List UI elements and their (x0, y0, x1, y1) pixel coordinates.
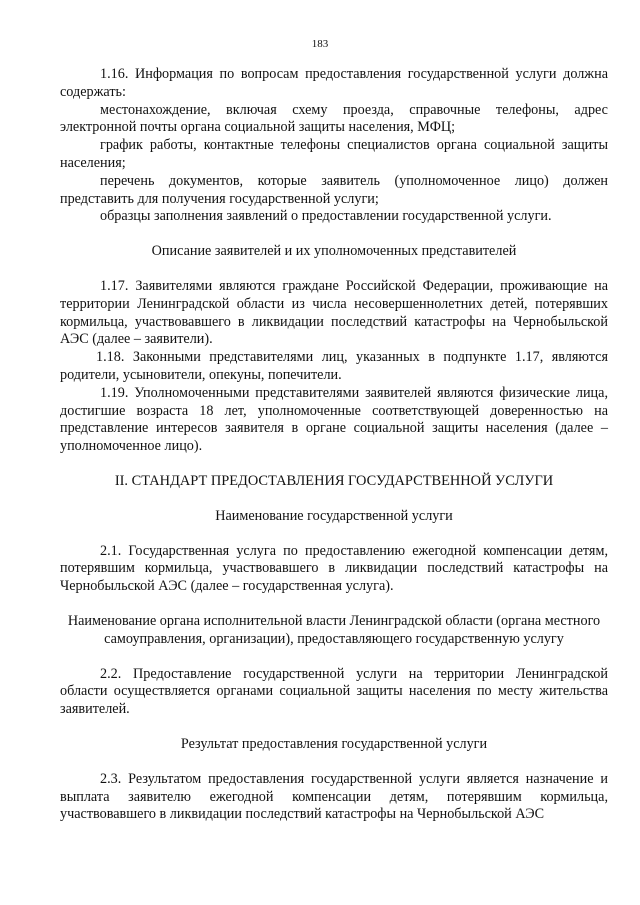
document-body (60, 66, 608, 824)
heading-authority: Наименование органа исполнительной власти Ленинградской области (органа местного самоуправления, организации), предоставляющего государственную услугу (67, 612, 601, 647)
paragraph-1-16-location: местонахождение, включая схему проезда, справочные телефоны, адрес электронной почты органа социальной защиты населения, МФЦ; (60, 101, 608, 136)
paragraph-2-1: 2.1. Государственная услуга по предоставлению ежегодной компенсации детям, потерявшим кормильца, участвовавшего в ликвидации последствий катастрофы на Чернобыльской АЭС (далее – государственная услуга). (60, 542, 608, 595)
page-number: 183 (311, 38, 329, 50)
heading-result: Результат предоставления государственной услуги (180, 735, 488, 752)
paragraph-1-16-documents: перечень документов, которые заявитель (уполномоченное лицо) должен представить для получения государственной услуги; (60, 172, 608, 207)
paragraph-1-17: 1.17. Заявителями являются граждане Российской Федерации, проживающие на территории Ленинградской области из числа несовершеннолетних детей, потерявших кормильца, участвовавшего в ликвидации последствий катастрофы на Чернобыльской АЭС (далее – заявители). (60, 277, 608, 348)
paragraph-1-16-schedule: график работы, контактные телефоны специалистов органа социальной защиты населения; (60, 137, 608, 171)
heading-service-name: Наименование государственной услуги (215, 507, 453, 524)
heading-applicants: Описание заявителей и их уполномоченных представителей (151, 243, 517, 260)
section-heading-2: II. СТАНДАРТ ПРЕДОСТАВЛЕНИЯ ГОСУДАРСТВЕННОЙ УСЛУГИ (114, 472, 554, 489)
paragraph-1-16-samples: образцы заполнения заявлений о предоставлении государственной услуги. (100, 208, 552, 225)
paragraph-1-16: 1.16. Информация по вопросам предоставления государственной услуги должна содержать: (60, 66, 608, 100)
paragraph-1-19: 1.19. Уполномоченными представителями заявителей являются физические лица, достигшие возраста 18 лет, уполномоченные соответствующей доверенностью на представление интересов заявителя в органе социальной защиты населения (далее – уполномоченное лицо). (60, 384, 608, 455)
paragraph-2-2: 2.2. Предоставление государственной услуги на территории Ленинградской области осуществляется органами социальной защиты населения по месту жительства заявителей. (60, 665, 608, 718)
paragraph-1-18: 1.18. Законными представителями лиц, указанных в подпункте 1.17, являются родители, усыновители, опекуны, попечители. (60, 349, 608, 383)
paragraph-2-3: 2.3. Результатом предоставления государственной услуги является назначение и выплата заявителю ежегодной компенсации детям, потерявшим кормильца, участвовавшего в ликвидации последствий катастрофы на Чернобыльской АЭС (60, 770, 608, 823)
